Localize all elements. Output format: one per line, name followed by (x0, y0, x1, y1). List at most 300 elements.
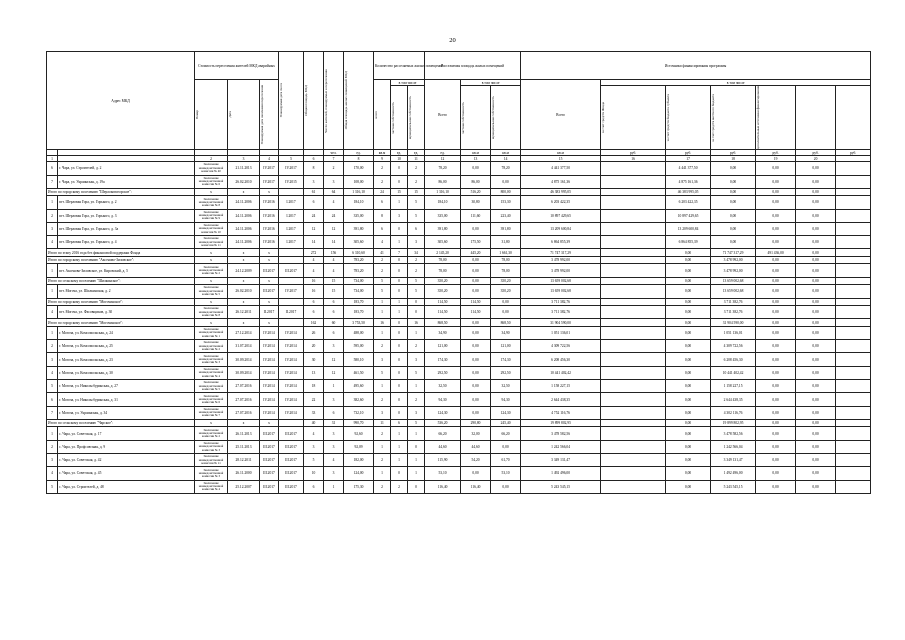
subtotal-title: Итого по сельскому поселению "Шилкинское": (47, 277, 195, 285)
value-g: 6 208 456,30 (521, 353, 601, 366)
doc-date: 27.07.2016 (228, 393, 260, 406)
value-c: 2 (408, 175, 425, 188)
area: 1 316,10 (344, 188, 374, 196)
empty-cell (279, 188, 304, 196)
column-number: 10 (391, 156, 408, 162)
demolition-date: IV.2014 (279, 406, 304, 419)
planned-date: IV.2014 (260, 353, 279, 366)
value-h: 0,00 (666, 277, 711, 285)
area: 595,00 (344, 340, 374, 353)
demolition-date: I.2017 (279, 209, 304, 222)
value-c: 1 (408, 467, 425, 480)
value-k: 0,00 (796, 366, 836, 379)
value-g: 10 441 402,42 (521, 366, 601, 379)
value-k: 0,00 (796, 319, 836, 327)
column-number: 2 (195, 156, 228, 162)
value-h: 0,00 (666, 326, 711, 339)
value-h: 0,00 (666, 440, 711, 453)
empty-cell (836, 236, 871, 249)
residents: 162 (304, 319, 324, 327)
value-f: 1 661,30 (491, 249, 521, 257)
demolition-date: I.2017 (279, 222, 304, 235)
column-number: 1 (47, 156, 58, 162)
value-g: 3 478 992,00 (521, 256, 601, 264)
value-j: 0,00 (756, 175, 796, 188)
value-c: 2 (408, 340, 425, 353)
residents: 30 (304, 353, 324, 366)
demolition-date: IV.2014 (279, 393, 304, 406)
value-i: 0,00 (711, 222, 756, 235)
value-i: 31 904 590,00 (711, 319, 756, 327)
row-number: 7 (47, 175, 58, 188)
value-e: 44,60 (461, 440, 491, 453)
subtotal-title: Итого по этапу 2016 года без финансовой поддержки Фонда (47, 249, 195, 257)
rooms: 6 (324, 326, 344, 339)
empty-cell (601, 380, 666, 393)
header-total-area: Общая площадь МКД (304, 85, 309, 117)
area: 783,20 (344, 264, 374, 277)
value-g: 6 864 855,39 (521, 236, 601, 249)
value-e: 0,00 (461, 366, 491, 379)
table-row (47, 427, 871, 440)
value-g: 13 659 002,68 (521, 285, 601, 298)
subtotal-y: x (228, 298, 260, 306)
value-c: 5 (408, 366, 425, 379)
empty-cell (836, 319, 871, 327)
doc-date: 27.12.2014 (228, 326, 260, 339)
value-c: 5 (408, 277, 425, 285)
area: 382,60 (344, 393, 374, 406)
column-number: 5 (279, 156, 304, 162)
residents: 5 (304, 454, 324, 467)
value-b: 0 (391, 264, 408, 277)
row-number: 1 (47, 427, 58, 440)
residents: 20 (304, 340, 324, 353)
demolition-date: II.2017 (279, 306, 304, 319)
row-number: 5 (47, 380, 58, 393)
header-local: за счет средств местного бюджета (711, 93, 716, 142)
table-row (47, 380, 871, 393)
value-g: 1 242 566,04 (521, 440, 601, 453)
value-h: 6 864 855,39 (666, 236, 711, 249)
planned-date: III.2017 (260, 480, 279, 493)
header-in-that-number-1: в том числе (391, 80, 425, 86)
document: Заключение межведомственной комиссии № 11 (195, 236, 228, 249)
empty-cell (836, 406, 871, 419)
unit-cell: руб. (666, 150, 711, 156)
subtotal-x: x (195, 249, 228, 257)
value-d: 2 145,20 (425, 249, 461, 257)
address: г. Могоча, ул. Комсомольская, д. 24 (58, 326, 195, 339)
value-a: 2 (374, 264, 391, 277)
column-number: 17 (666, 156, 711, 162)
header-area-to-resettle: Расселяемая площадь жилых помещений (425, 52, 521, 80)
header-municipal-1: муниципальная собственность (408, 96, 413, 140)
value-d: 305,60 (425, 236, 461, 249)
value-b: 1 (391, 196, 408, 209)
demolition-date: IV.2017 (279, 285, 304, 298)
subtotal-title: Итого по сельскому поселению "Чарское": (47, 419, 195, 427)
rooms: 4 (324, 454, 344, 467)
rooms: 64 (324, 188, 344, 196)
subtotal-title: Итого по городскому поселению "Могочинское": (47, 319, 195, 327)
value-k: 0,00 (796, 380, 836, 393)
doc-date: 30.09.2014 (228, 353, 260, 366)
row-number: 4 (47, 366, 58, 379)
planned-date: III.2017 (260, 467, 279, 480)
doc-date: 24.11.2006 (228, 196, 260, 209)
header-address: Адрес МКД (47, 52, 195, 150)
value-j: 491 436,00 (756, 249, 796, 257)
value-j: 0,00 (756, 454, 796, 467)
doc-date: 24.11.2006 (228, 222, 260, 235)
value-f: 94,30 (491, 393, 521, 406)
value-d: 94,30 (425, 393, 461, 406)
subtotal-row (47, 188, 871, 196)
empty-cell (601, 454, 666, 467)
value-c: 2 (408, 393, 425, 406)
value-a: 2 (374, 175, 391, 188)
value-d: 391,80 (425, 222, 461, 235)
value-i: 71 747 317,29 (711, 249, 756, 257)
value-g: 3 711 382,76 (521, 306, 601, 319)
residents: 6 (304, 196, 324, 209)
value-c: 1 (408, 427, 425, 440)
header-in-that-number-3: в том числе (601, 80, 871, 86)
value-b: 1 (391, 454, 408, 467)
value-h: 0,00 (666, 264, 711, 277)
column-number: 12 (425, 156, 461, 162)
value-h: 0,00 (666, 319, 711, 327)
area: 182,00 (344, 454, 374, 467)
area: 170,00 (344, 162, 374, 175)
address: с. Чара, ул. Профсоюзная, д. 9 (58, 440, 195, 453)
value-j: 0,00 (756, 188, 796, 196)
unit-cell: руб. (601, 150, 666, 156)
header-planned-demolition: Планируемая дата сноса (279, 83, 284, 118)
subtotal-y: x (228, 188, 260, 196)
row-number: 2 (47, 440, 58, 453)
value-c: 5 (408, 419, 425, 427)
empty-cell (836, 188, 871, 196)
document: Заключение межведомственной комиссии № 6 (195, 175, 228, 188)
empty-cell (836, 277, 871, 285)
unit-cell: ед. (425, 150, 461, 156)
empty-cell (836, 209, 871, 222)
header-all-area: Всего (425, 80, 461, 150)
value-k: 0,00 (796, 340, 836, 353)
value-c: 1 (408, 380, 425, 393)
value-b: 0 (391, 393, 408, 406)
value-h: 0,00 (666, 406, 711, 419)
planned-date: IV.2016 (260, 196, 279, 209)
value-g: 1 158 227,15 (521, 380, 601, 393)
doc-date: 25.12.2007 (228, 480, 260, 493)
value-e: 0,00 (461, 222, 491, 235)
value-j: 0,00 (756, 298, 796, 306)
value-j: 0,00 (756, 326, 796, 339)
value-i: 5 243 545,15 (711, 480, 756, 493)
value-a: 4 (374, 236, 391, 249)
area: 495,60 (344, 380, 374, 393)
value-j: 0,00 (756, 236, 796, 249)
table-row (47, 440, 871, 453)
header-municipal-2: муниципальная собственность (491, 96, 496, 140)
residents: 16 (304, 285, 324, 298)
subtotal-row (47, 249, 871, 257)
address: г. Могоча, ул. Комсомольская, д. 23 (58, 353, 195, 366)
value-a: 24 (374, 188, 391, 196)
value-a: 16 (374, 319, 391, 327)
value-f: 32,50 (491, 380, 521, 393)
empty-cell (601, 162, 666, 175)
value-d: 86,00 (425, 175, 461, 188)
doc-date: 24.11.2006 (228, 236, 260, 249)
table-header (47, 52, 871, 150)
document: Заключение межведомственной комиссии № 3 (195, 467, 228, 480)
document: Заключение межведомственной комиссии № 6 (195, 393, 228, 406)
subtotal-title: Итого по городскому поселению "Шерлоковогорское": (47, 188, 195, 196)
value-f: 350,20 (491, 277, 521, 285)
doc-date: 25.11.2013 (228, 440, 260, 453)
value-d: 184,10 (425, 196, 461, 209)
planned-date: IV.2016 (260, 209, 279, 222)
address: г. Могоча, ул. Никольсбуринская, д. 31 (58, 393, 195, 406)
value-i: 13 659 002,68 (711, 285, 756, 298)
value-f: 0,00 (491, 440, 521, 453)
value-d: 34,90 (425, 326, 461, 339)
header-rooms-to-resettle: Количество расселяемых жилых помещений (374, 52, 425, 80)
area: 92,09 (344, 440, 374, 453)
value-h: 0,00 (666, 298, 711, 306)
resettlement-table (46, 51, 871, 494)
planned-date: IV.2017 (260, 162, 279, 175)
residents: 22 (304, 393, 324, 406)
column-number: 7 (324, 156, 344, 162)
rooms: 3 (324, 175, 344, 188)
value-i: 3 478 992,00 (711, 264, 756, 277)
empty-cell (601, 264, 666, 277)
table-row (47, 306, 871, 319)
value-c: 0 (408, 480, 425, 493)
value-e: 0,00 (461, 406, 491, 419)
rooms: 1 (324, 480, 344, 493)
header-private-2: частная собственность (461, 101, 466, 134)
value-k: 0,00 (796, 256, 836, 264)
value-k: 0,00 (796, 222, 836, 235)
value-b: 0 (391, 277, 408, 285)
value-i: 1 051 136,01 (711, 326, 756, 339)
value-a: 2 (374, 162, 391, 175)
value-g: 4 875 161,36 (521, 175, 601, 188)
value-b: 0 (391, 285, 408, 298)
demolition-date: III.2017 (279, 454, 304, 467)
address: г. Могоча, ул. Никольсбуринская, д. 27 (58, 380, 195, 393)
rooms: 60 (324, 319, 344, 327)
value-g: 4 309 722,56 (521, 340, 601, 353)
empty-cell (279, 419, 304, 427)
value-a: 6 (374, 196, 391, 209)
value-f: 78,20 (491, 162, 521, 175)
value-h: 0,00 (666, 340, 711, 353)
value-k: 0,00 (796, 306, 836, 319)
address: с. Чара, ул. Советская, д. 17 (58, 427, 195, 440)
demolition-date: I.2017 (279, 196, 304, 209)
value-c: 2 (408, 256, 425, 264)
subtotal-x: x (195, 256, 228, 264)
column-number: 15 (521, 156, 601, 162)
document: Заключение межведомственной комиссии № 1 (195, 326, 228, 339)
address: г. Чара, ул. Строителей, д. 2 (58, 162, 195, 175)
value-g: 1 492 496,00 (521, 467, 601, 480)
value-k: 0,00 (796, 427, 836, 440)
value-d: 116,40 (425, 480, 461, 493)
value-f: 34,90 (491, 326, 521, 339)
rooms: 24 (324, 209, 344, 222)
subtotal-row (47, 256, 871, 264)
value-e: 0,00 (461, 380, 491, 393)
value-e: 86,00 (461, 175, 491, 188)
doc-date: 21.11.2013 (228, 162, 260, 175)
empty-cell (601, 340, 666, 353)
demolition-date: III.2017 (279, 264, 304, 277)
table-row (47, 366, 871, 379)
table-row (47, 222, 871, 235)
empty-cell (836, 285, 871, 298)
value-c: 16 (408, 319, 425, 327)
subtotal-row (47, 277, 871, 285)
empty-cell (601, 285, 666, 298)
demolition-date: I.2017 (279, 236, 304, 249)
column-number: 16 (601, 156, 666, 162)
value-k: 0,00 (796, 162, 836, 175)
value-j: 0,00 (756, 277, 796, 285)
value-g: 13 659 002,68 (521, 277, 601, 285)
doc-date: 26.11.2000 (228, 467, 260, 480)
value-d: 66,20 (425, 427, 461, 440)
value-c: 1 (408, 454, 425, 467)
demolition-date: IV.2014 (279, 340, 304, 353)
row-number: 4 (47, 306, 58, 319)
value-d: 121,00 (425, 340, 461, 353)
value-j: 0,00 (756, 419, 796, 427)
value-c: 5 (408, 196, 425, 209)
empty-cell (601, 326, 666, 339)
value-k: 0,00 (796, 298, 836, 306)
subtotal-y: x (260, 256, 279, 264)
value-h: 0,00 (666, 366, 711, 379)
row-number: 7 (47, 406, 58, 419)
subtotal-y: x (260, 249, 279, 257)
column-number: 6 (304, 156, 324, 162)
value-j: 0,00 (756, 209, 796, 222)
value-f: 245,40 (491, 419, 521, 427)
value-e: 290,80 (461, 419, 491, 427)
empty-cell (279, 298, 304, 306)
value-d: 1 316,10 (425, 188, 461, 196)
value-d: 32,50 (425, 380, 461, 393)
subtotal-y: x (260, 419, 279, 427)
value-e: 516,20 (461, 188, 491, 196)
value-k: 0,00 (796, 188, 836, 196)
column-number: 9 (374, 156, 391, 162)
empty-cell (836, 454, 871, 467)
value-g: 3 349 131,47 (521, 454, 601, 467)
value-k: 0,00 (796, 285, 836, 298)
value-h: 10 897 429,65 (666, 209, 711, 222)
value-g: 5 243 545,15 (521, 480, 601, 493)
value-f: 0,00 (491, 298, 521, 306)
value-j: 0,00 (756, 306, 796, 319)
value-i: 13 659 002,68 (711, 277, 756, 285)
value-c: 3 (408, 236, 425, 249)
address: г. Могоча, ул. Комсомольская, д. 25 (58, 340, 195, 353)
value-i: 0,00 (711, 209, 756, 222)
empty-cell (601, 306, 666, 319)
rooms: 2 (324, 162, 344, 175)
value-b: 0 (391, 366, 408, 379)
rooms: 3 (324, 440, 344, 453)
value-j: 0,00 (756, 222, 796, 235)
empty-cell (601, 366, 666, 379)
value-a: 2 (374, 454, 391, 467)
table-row (47, 236, 871, 249)
area: 305,60 (344, 236, 374, 249)
value-d: 114,50 (425, 298, 461, 306)
document: Заключение межведомственной комиссии № 10 (195, 222, 228, 235)
table-row (47, 264, 871, 277)
rooms: 12 (324, 222, 344, 235)
value-e: 0,00 (461, 467, 491, 480)
address: г. Могоча, ул. Комсомольская, д. 30 (58, 366, 195, 379)
value-b: 3 (391, 209, 408, 222)
empty-cell (836, 393, 871, 406)
residents: 18 (304, 380, 324, 393)
value-f: 391,80 (491, 222, 521, 235)
value-h: 0,00 (666, 419, 711, 427)
value-a: 1 (374, 326, 391, 339)
value-j: 0,00 (756, 256, 796, 264)
empty-cell (601, 393, 666, 406)
value-k: 0,00 (796, 480, 836, 493)
value-k: 0,00 (796, 393, 836, 406)
subtotal-x: x (195, 319, 228, 327)
value-i: 3 349 131,47 (711, 454, 756, 467)
value-e: 30,80 (461, 196, 491, 209)
column-number: 8 (344, 156, 374, 162)
empty-cell (836, 256, 871, 264)
value-g: 1 051 136,01 (521, 326, 601, 339)
value-a: 2 (374, 427, 391, 440)
value-f: 66,20 (491, 427, 521, 440)
empty-cell (836, 306, 871, 319)
value-f: 78,00 (491, 264, 521, 277)
value-i: 0,00 (711, 162, 756, 175)
empty-cell (836, 353, 871, 366)
value-j: 0,00 (756, 406, 796, 419)
area: 732,10 (344, 406, 374, 419)
value-i: 3 478 582,56 (711, 427, 756, 440)
value-c: 5 (408, 285, 425, 298)
empty-cell (601, 406, 666, 419)
table-row (47, 175, 871, 188)
empty-cell (836, 264, 871, 277)
value-h: 13 209 600,84 (666, 222, 711, 235)
value-f: 800,00 (491, 188, 521, 196)
empty-cell (836, 419, 871, 427)
doc-date: 28.12.2011 (228, 454, 260, 467)
planned-date: IV.2014 (260, 340, 279, 353)
